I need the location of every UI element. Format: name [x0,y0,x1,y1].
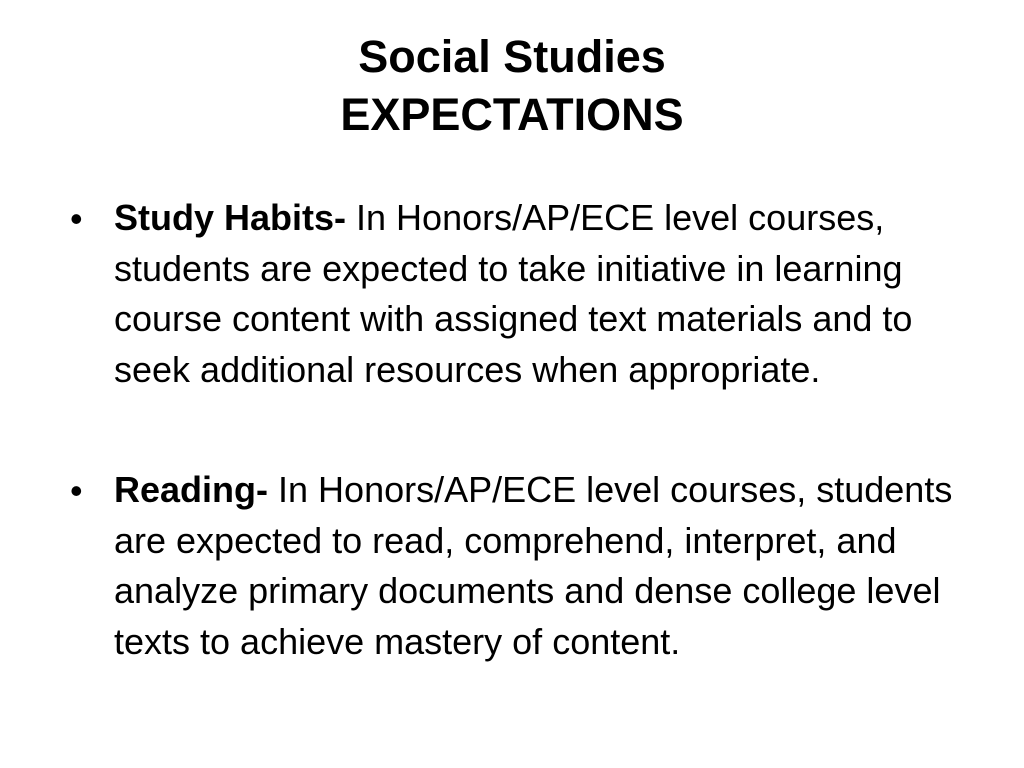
bullet-study-habits [0,193,1024,395]
bullet-dot-icon: • [70,198,83,239]
bullet-list [0,193,1024,667]
slide-title [0,28,1024,144]
bullet-text: In Honors/AP/ECE level courses, students are expected to read, comprehend, interpret, and analyze primary documents and dense college level texts to achieve mastery of content. [114,469,953,662]
bullet-text: In Honors/AP/ECE level courses, students are expected to take initiative in learning course content with assigned text materials and to seek additional resources when appropriate. [114,197,913,390]
bullet-reading [0,465,1024,667]
bullet-term: Study Habits- [114,197,347,238]
bullet-term: Reading- [114,469,269,510]
title-line-1: Social Studies [358,31,666,82]
bullet-dot-icon: • [70,470,83,511]
title-line-2: EXPECTATIONS [340,89,684,140]
